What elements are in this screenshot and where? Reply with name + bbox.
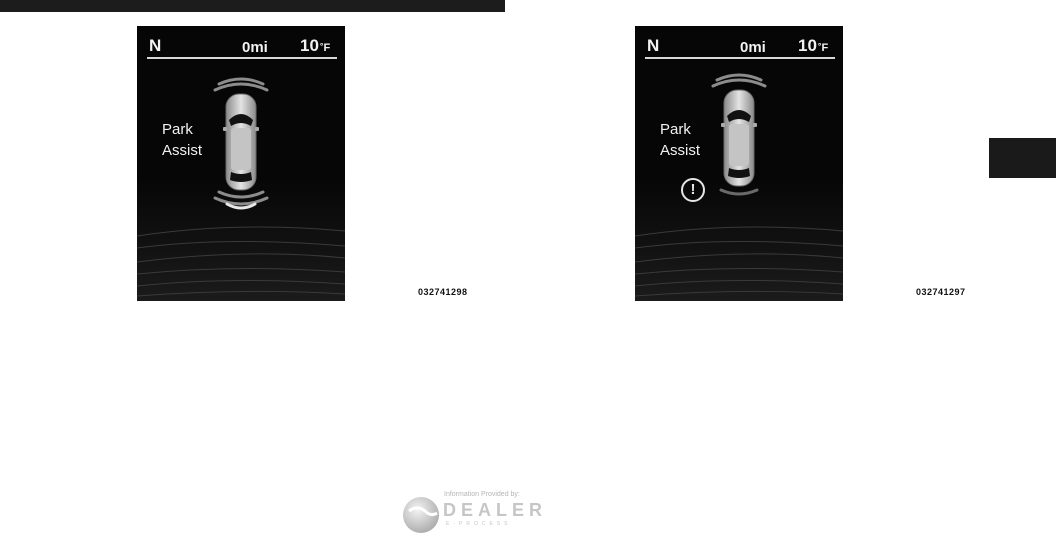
temperature-unit: F xyxy=(323,42,331,54)
gear-indicator: N xyxy=(149,36,162,55)
cluster-display-park-assist-warning xyxy=(635,26,843,301)
car-top-view-icon xyxy=(223,94,259,190)
temperature-degree: ° xyxy=(817,41,822,51)
park-assist-label-line1: Park xyxy=(162,121,193,138)
section-tab xyxy=(989,138,1056,178)
gear-indicator: N xyxy=(647,36,660,55)
figure-code: 032741298 xyxy=(418,287,468,297)
park-assist-label xyxy=(660,119,700,161)
car-top-view-icon xyxy=(721,90,757,186)
display-graphics xyxy=(635,26,843,301)
temperature-value: 10 xyxy=(798,36,817,55)
cluster-display-park-assist xyxy=(137,26,345,301)
park-assist-label-line1: Park xyxy=(660,121,691,138)
temperature-value: 10 xyxy=(300,36,319,55)
park-assist-label-line2: Assist xyxy=(660,142,701,159)
temperature-readout xyxy=(300,36,330,58)
figure-code: 032741297 xyxy=(916,287,966,297)
display-graphics xyxy=(137,26,345,301)
temperature-unit: F xyxy=(821,42,829,54)
warning-icon: ! xyxy=(681,178,705,202)
watermark-caption: Information Provided by: xyxy=(444,491,520,498)
park-assist-label-line2: Assist xyxy=(162,142,203,159)
watermark-tagline: E-PROCESS xyxy=(446,521,512,527)
status-divider xyxy=(147,57,337,59)
park-assist-label xyxy=(162,119,202,161)
temperature-degree: ° xyxy=(319,41,324,51)
page-header-bar xyxy=(0,0,505,12)
odometer-readout: 0mi xyxy=(740,39,766,56)
odometer-readout: 0mi xyxy=(242,39,268,56)
watermark-brand: DEALER xyxy=(443,500,548,520)
status-divider xyxy=(645,57,835,59)
temperature-readout xyxy=(798,36,828,58)
